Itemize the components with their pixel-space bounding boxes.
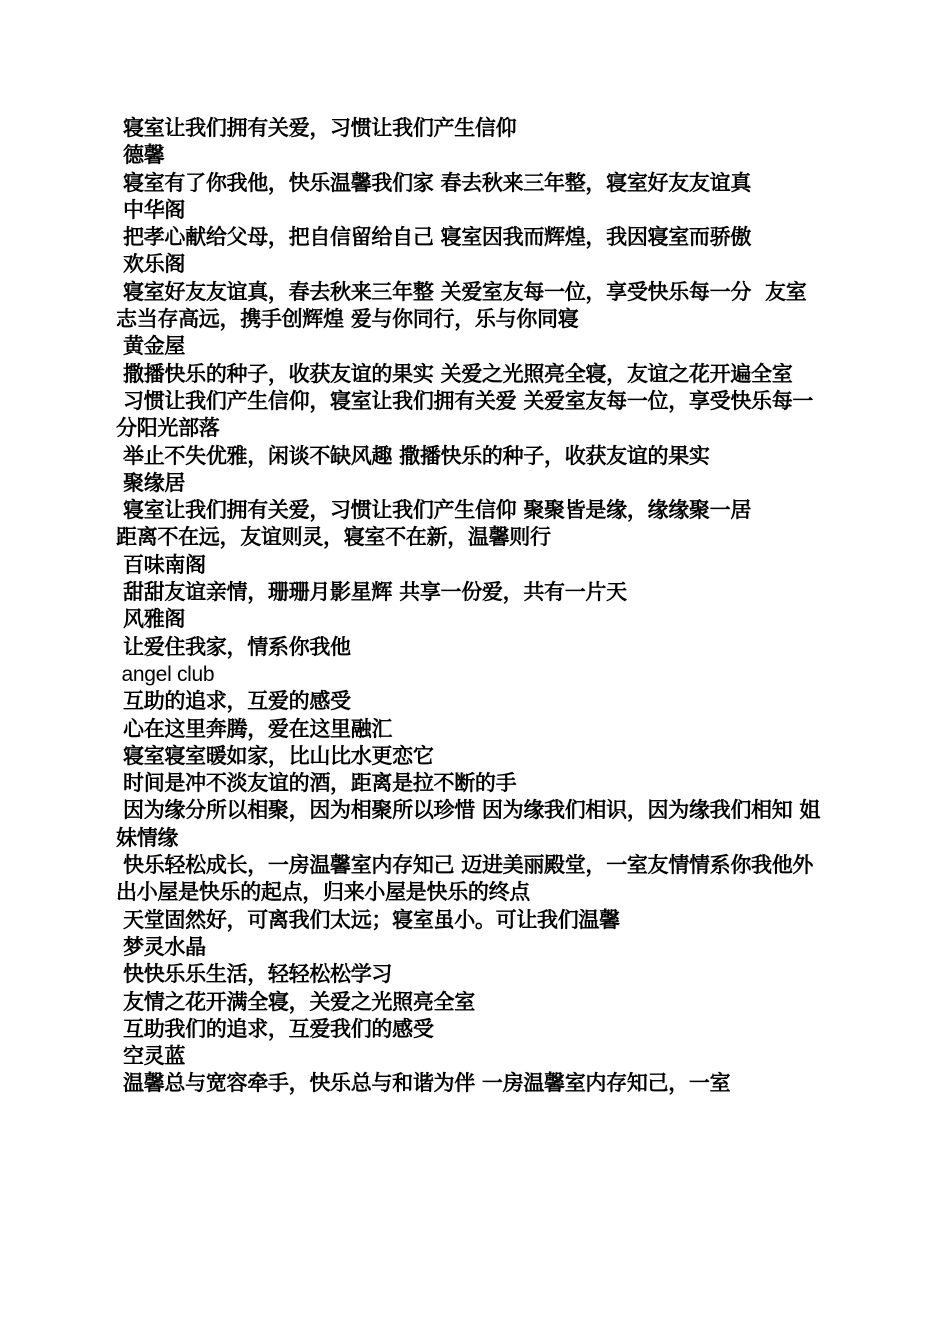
- text-line: 聚缘居: [116, 470, 186, 495]
- text-line: 温馨总与宽容牵手，快乐总与和谐为伴 一房温馨室内存知己，一室: [116, 1071, 731, 1096]
- text-line: 寝室寝室暖如家，比山比水更恋它: [116, 743, 434, 768]
- text-line: 互助的追求，互爱的感受: [116, 689, 351, 714]
- text-line: 甜甜友谊亲情，珊珊月影星辉 共享一份爱，共有一片天: [116, 580, 627, 605]
- text-line: 中华阁: [116, 197, 186, 222]
- text-line: 习惯让我们产生信仰，寝室让我们拥有关爱 关爱室友每一位，享受快乐每一分阳光部落: [116, 388, 814, 441]
- document-body: [116, 115, 828, 1098]
- text-line: 黄金屋: [116, 334, 186, 359]
- text-line: 把孝心献给父母，把自信留给自己 寝室因我而辉煌，我因寝室而骄傲: [116, 225, 752, 250]
- text-line: 举止不失优雅，闲谈不缺风趣 撒播快乐的种子，收获友谊的果实: [116, 443, 710, 468]
- text-line: 撒播快乐的种子，收获友谊的果实 关爱之光照亮全寝，友谊之花开遍全室: [116, 361, 793, 386]
- text-line: 距离不在远，友谊则灵，寝室不在新，温馨则行: [116, 525, 551, 550]
- text-line: 时间是冲不淡友谊的酒，距离是拉不断的手: [116, 771, 517, 796]
- text-line: 让爱住我家，情系你我他: [116, 634, 351, 659]
- text-line: 梦灵水晶: [116, 934, 206, 959]
- text-line: 欢乐阁: [116, 252, 186, 277]
- text-line: 寝室让我们拥有关爱，习惯让我们产生信仰 聚聚皆是缘，缘缘聚一居: [116, 498, 752, 523]
- text-line: 因为缘分所以相聚，因为相聚所以珍惜 因为缘我们相识，因为缘我们相知 姐妹情缘: [116, 798, 821, 850]
- text-line: 空灵蓝: [116, 1044, 186, 1069]
- text-line: 天堂固然好，可离我们太远；寝室虽小。可让我们温馨: [116, 907, 620, 932]
- text-line: 快快乐乐生活，轻轻松松学习: [116, 962, 393, 987]
- text-line: 德馨: [116, 143, 165, 168]
- text-line: 风雅阁: [116, 607, 186, 632]
- text-line: angel club: [116, 662, 215, 686]
- text-line: 百味南阁: [116, 552, 206, 577]
- text-line: 心在这里奔腾，爱在这里融汇: [116, 716, 393, 741]
- text-line: 寝室好友友谊真，春去秋来三年整 关爱室友每一位，享受快乐每一分 友室 志当存高远，携手创辉煌 爱与你同行，乐与你同寝: [116, 279, 821, 332]
- text-line: 快乐轻松成长，一房温馨室内存知己 迈进美丽殿堂，一室友情情系你我他外出小屋是快乐的起点，归来小屋是快乐的终点: [116, 853, 814, 905]
- text-line: 互助我们的追求，互爱我们的感受: [116, 1016, 434, 1041]
- text-line: 寝室有了你我他，快乐温馨我们家 春去秋来三年整，寝室好友友谊真: [116, 170, 752, 195]
- text-line: 寝室让我们拥有关爱，习惯让我们产生信仰: [116, 116, 517, 140]
- text-line: 友情之花开满全寝，关爱之光照亮全室: [116, 989, 475, 1014]
